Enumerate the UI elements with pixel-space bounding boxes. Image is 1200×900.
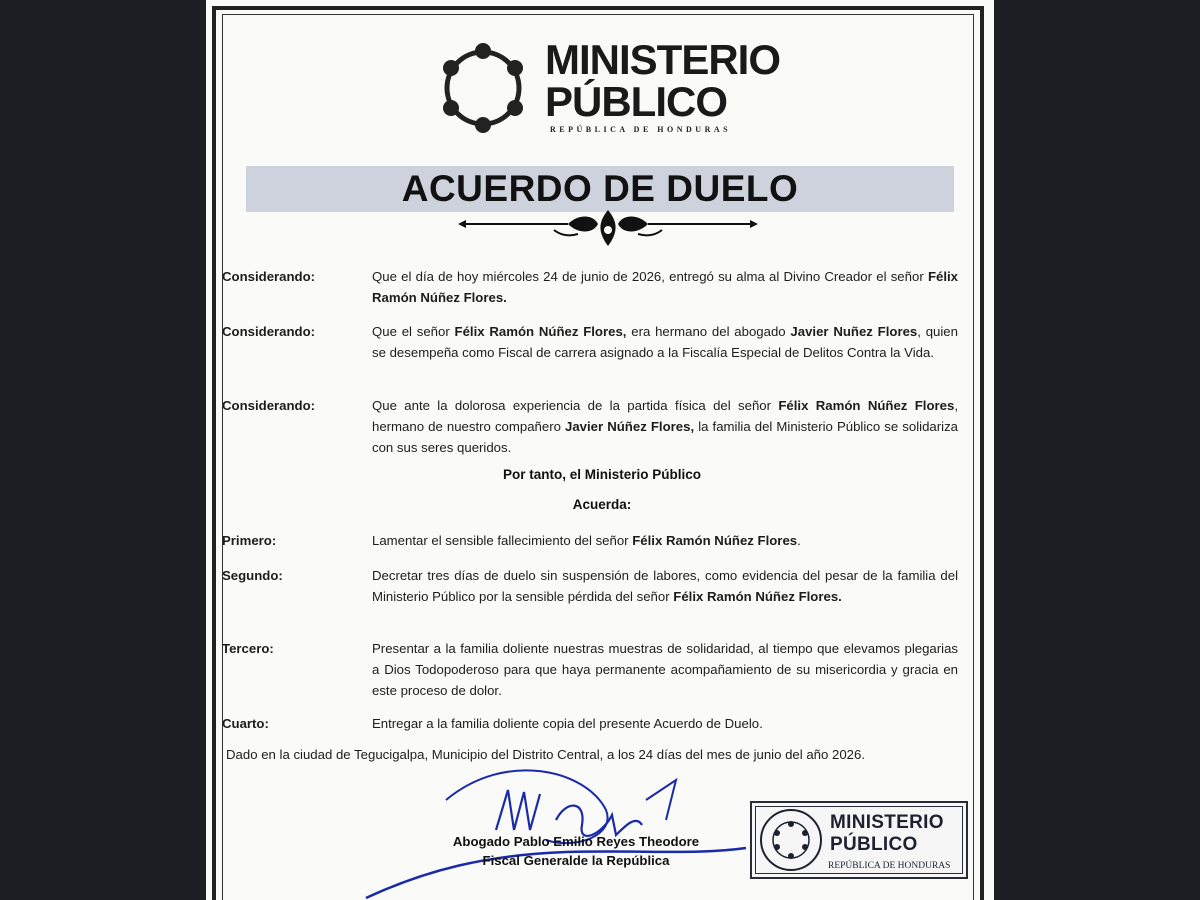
bold-name: Félix Ramón Núñez Flores.: [673, 589, 842, 604]
text-run: , hermano de nuestro compañero: [372, 398, 958, 434]
text-run: Lamentar el sensible fallecimiento del señor: [372, 533, 633, 548]
articulo-text: [372, 638, 958, 701]
articulo-label: Tercero:: [222, 641, 274, 656]
text-run: Entregar a la familia doliente copia del presente Acuerdo de Duelo.: [372, 716, 763, 731]
bold-name: Félix Ramón Núñez Flores: [632, 533, 798, 548]
bold-name: Javier Nuñez Flores: [790, 324, 918, 339]
text-run: Presentar a la familia doliente nuestras muestras de solidaridad, al tiempo que elevamos plegarias a Dios Todopoderoso para que haya permanente acompañamiento de su misericordia y gracia en este proceso de dolor.: [372, 641, 958, 698]
text-run: .: [797, 533, 801, 548]
given-statement: Dado en la ciudad de Tegucigalpa, Municipio del Distrito Central, a los 24 días del mes de junio del año 2026.: [226, 747, 866, 762]
text-run: , quien se desempeña como Fiscal de carrera asignado a la Fiscalía Especial de Delitos Contra la Vida.: [372, 324, 958, 360]
stamp-line1: MINISTERIO: [830, 812, 944, 833]
brand-line2: PÚBLICO: [545, 78, 727, 125]
text-run: Decretar tres días de duelo sin suspensión de labores, como evidencia del pesar de la familia del Ministerio Público por la sensible pérdida del señor: [372, 568, 958, 604]
considerando-text: [372, 321, 958, 363]
text-run: Que ante la dolorosa experiencia de la partida física del señor: [372, 398, 779, 413]
document-page: [206, 0, 994, 900]
articulo-label: Primero:: [222, 533, 277, 548]
stamp-seal-icon: [758, 807, 824, 873]
bold-name: Félix Ramón Núñez Flores,: [454, 324, 627, 339]
signer-title: Fiscal Generalde la República: [482, 853, 670, 868]
text-run: Que el señor: [372, 324, 455, 339]
left-dark-margin: [0, 0, 206, 900]
articulo-text: [372, 713, 958, 734]
signer-block: [406, 832, 746, 870]
text-run: Que el día de hoy miércoles 24 de junio de 2026, entregó su alma al Divino Creador el señor: [372, 269, 928, 284]
bold-name: Félix Ramón Núñez Flores: [778, 398, 955, 413]
bold-name: Félix Ramón Núñez Flores.: [372, 269, 958, 305]
articulo-label: Cuarto:: [222, 716, 269, 731]
articulo-text: [372, 565, 958, 607]
document-title: ACUERDO DE DUELO: [401, 168, 799, 209]
ornament-divider-icon: [458, 208, 758, 250]
right-dark-margin: [994, 0, 1200, 900]
considerando-label: Considerando:: [222, 269, 316, 284]
signer-name: Abogado Pablo Emilio Reyes Theodore: [452, 834, 700, 849]
considerando-label: Considerando:: [222, 324, 316, 339]
considerando-text: [372, 395, 958, 458]
brand-line1: MINISTERIO: [545, 36, 781, 83]
text-run: era hermano del abogado: [626, 324, 791, 339]
text-run: la familia del Ministerio Público se solidariza con sus seres queridos.: [372, 419, 958, 455]
por-tanto-line: Por tanto, el Ministerio Público: [502, 467, 702, 482]
brand-subtitle: REPÚBLICA DE HONDURAS: [550, 125, 732, 134]
bold-name: Javier Núñez Flores,: [565, 419, 695, 434]
articulo-text: [372, 530, 958, 551]
official-stamp: [750, 801, 968, 879]
considerando-label: Considerando:: [222, 398, 316, 413]
acuerda-line: Acuerda:: [572, 497, 632, 512]
handwritten-signature: [346, 760, 766, 900]
articulo-label: Segundo:: [222, 568, 283, 583]
ministerio-logo-icon: [438, 38, 528, 138]
considerando-text: [372, 266, 958, 308]
stamp-line2: PÚBLICO: [830, 834, 918, 855]
stamp-line3: REPÚBLICA DE HONDURAS: [828, 861, 951, 871]
